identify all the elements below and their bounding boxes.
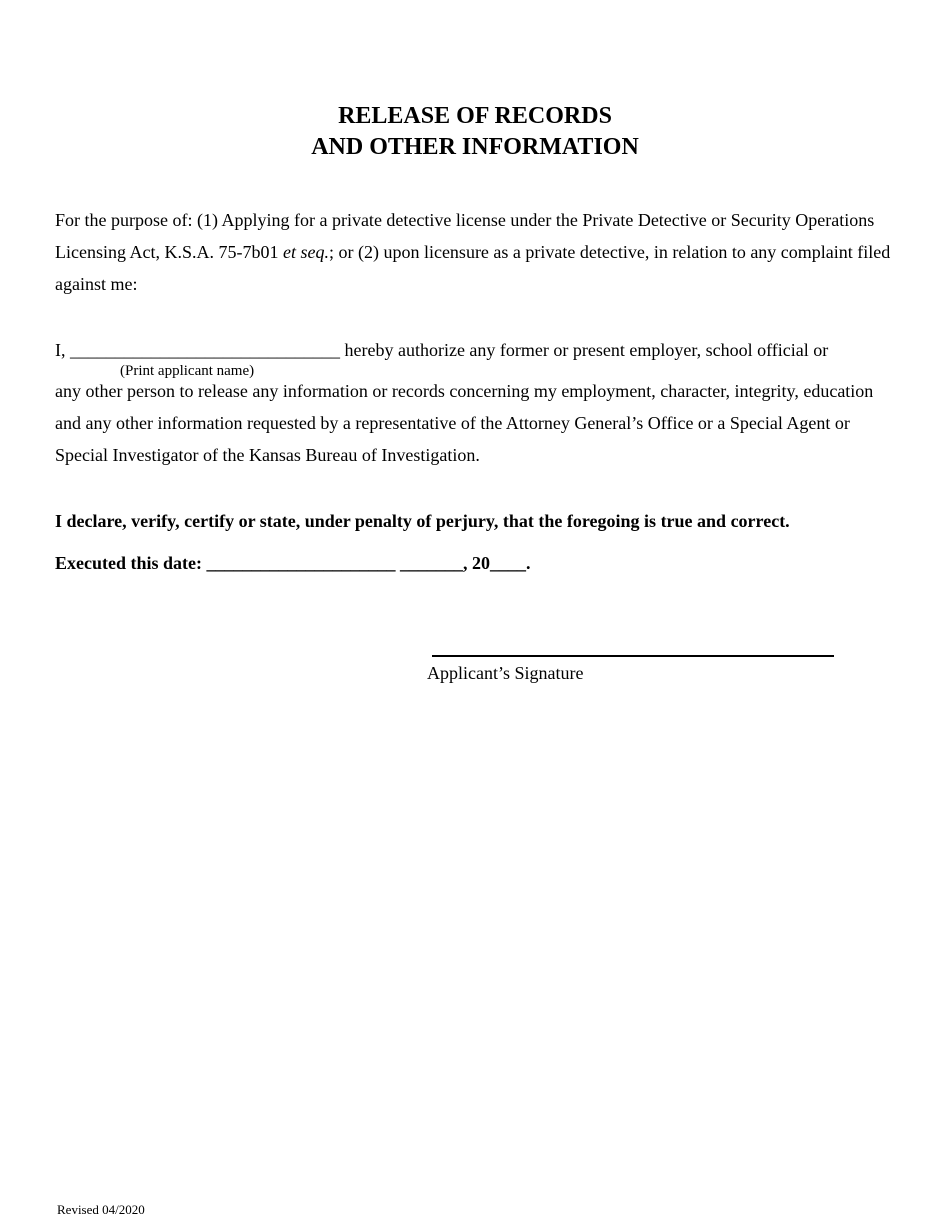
purpose-paragraph xyxy=(55,204,900,300)
authorization-first-line xyxy=(55,336,828,364)
executed-date-line xyxy=(55,549,531,577)
authorization-first-line-text: hereby authorize any former or present employer, school official or xyxy=(340,340,829,360)
signature-line[interactable] xyxy=(432,655,834,657)
executed-date-field[interactable]: _____________________ _______, 20____. xyxy=(206,553,531,573)
purpose-text-start: For the purpose of: (1) Applying for a private detective license under the Private Detective or Security Operations Licensing Act, K.S.A. 75-7b01 xyxy=(55,210,875,262)
revision-date: Revised 04/2020 xyxy=(57,1202,145,1217)
form-title-line-2: AND OTHER INFORMATION xyxy=(311,134,639,160)
print-applicant-name-label: (Print applicant name) xyxy=(120,363,255,379)
signature-label: Applicant’s Signature xyxy=(427,663,584,683)
authorization-paragraph: any other person to release any information or records concerning my employment, character, integrity, education and any other information requested by a representative of the Attorney General’s Office or a Special Agent or Special Investigator of the Kansas Bureau of Investigation. xyxy=(55,381,874,465)
purpose-text-end: ; or (2) upon licensure as a private detective, in relation to any complaint filed against me: xyxy=(55,242,891,294)
executed-date-label: Executed this date: xyxy=(55,553,207,573)
form-title-line-1: RELEASE OF RECORDS xyxy=(338,103,612,129)
perjury-declaration: I declare, verify, certify or state, under penalty of perjury, that the foregoing is true and correct. xyxy=(55,511,790,531)
authorization-prefix: I, xyxy=(55,340,70,360)
applicant-name-field[interactable]: ______________________________ xyxy=(70,340,340,360)
purpose-italic-et-seq: et seq. xyxy=(282,242,329,262)
